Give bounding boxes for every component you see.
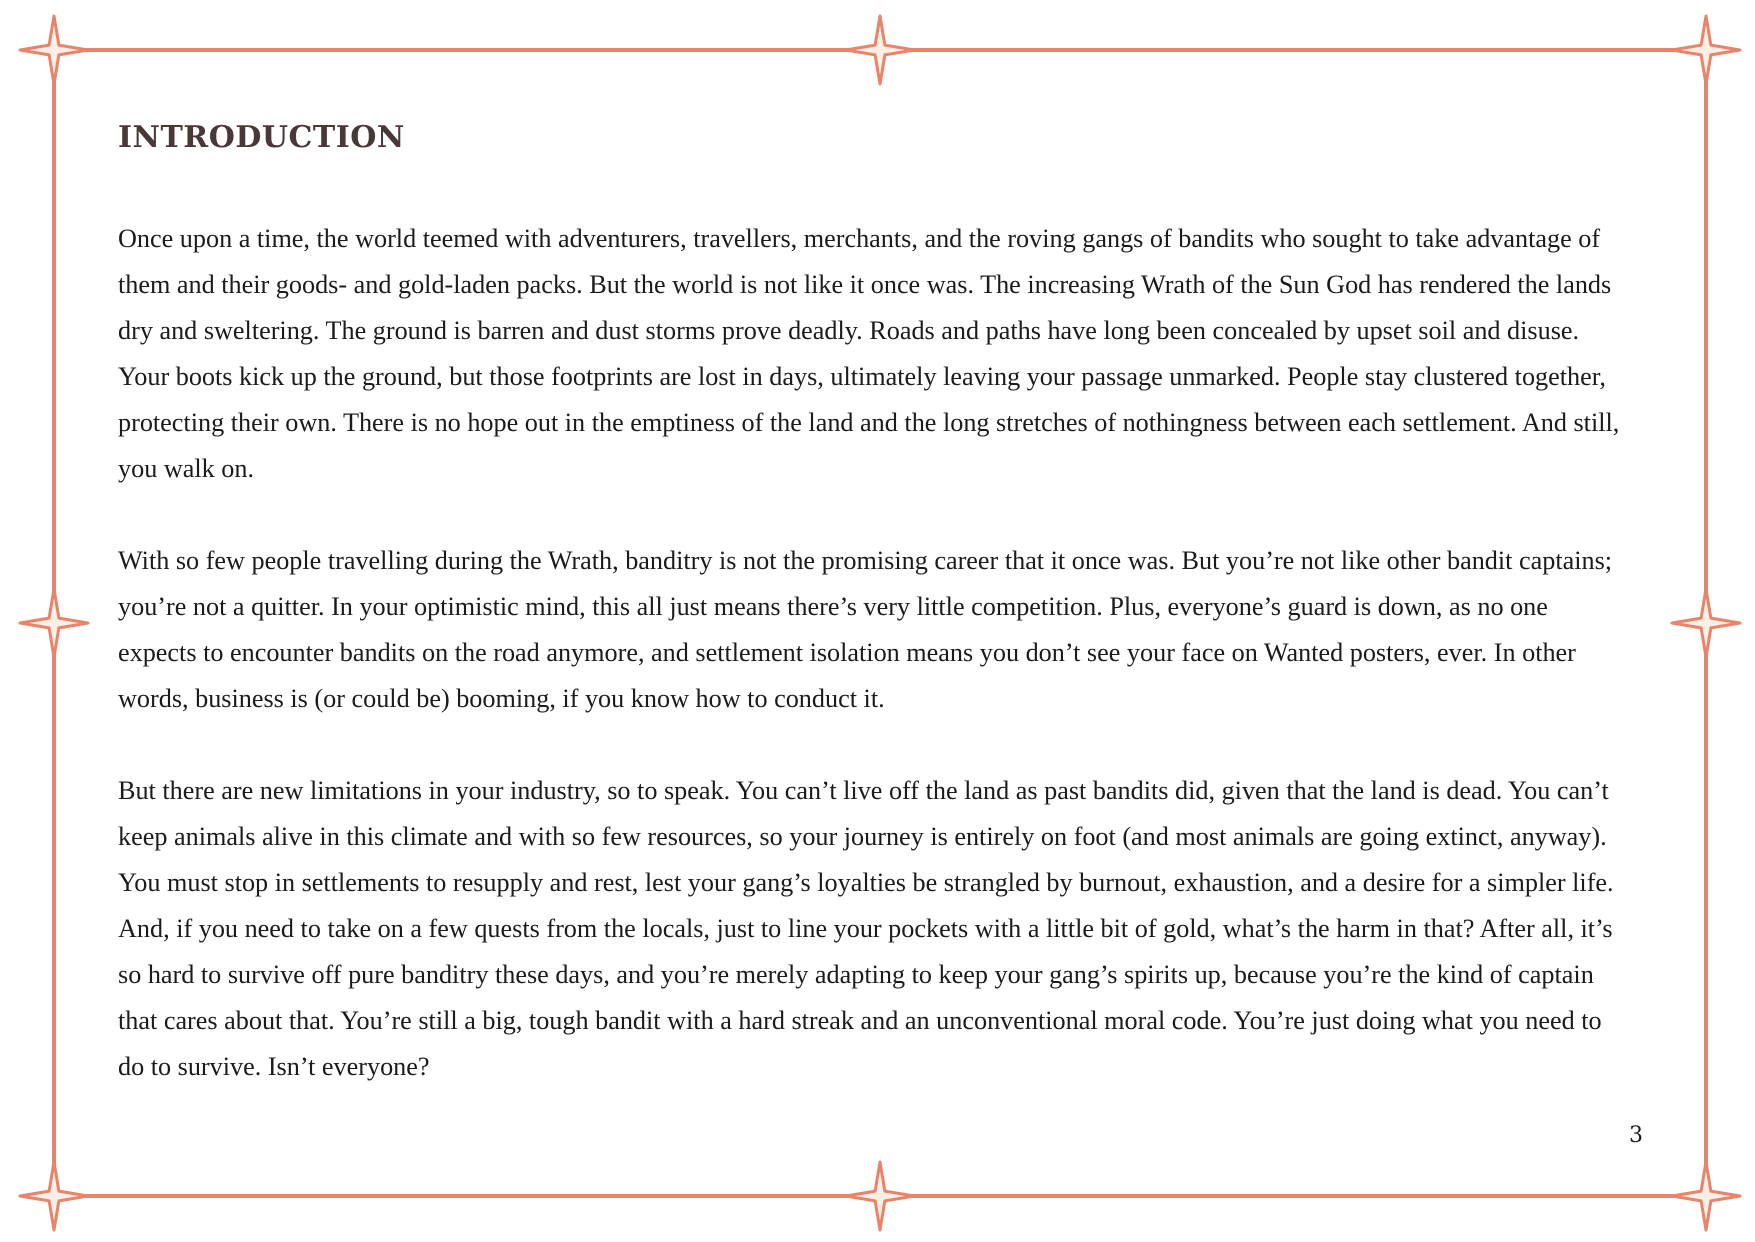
intro-paragraph-3: But there are new limitations in your industry, so to speak. You can’t live off the land as past bandits did, given that the land is dead. You can’t keep animals alive in this climate and with so few resources, so your journey is entirely on foot (and most animals are going extinct, anyway). You must stop in settlements to resupply and rest, lest your gang’s loyalties be strangled by burnout, exhaustion, and a desire for a simpler life. And, if you need to take on a few quests from the locals, just to line your pockets with a little bit of gold, what’s the harm in that? After all, it’s so hard to survive off pure banditry these days, and you’re merely adapting to keep your gang’s spirits up, because you’re the kind of captain that cares about that. You’re still a big, tough bandit with a hard streak and an unconventional moral code. You’re just doing what you need to do to survive. Isn’t everyone? <box>118 776 1614 1081</box>
four-point-star-icon <box>20 16 88 84</box>
four-point-star-icon <box>846 1162 914 1230</box>
main-content <box>118 118 1630 1136</box>
four-point-star-icon <box>20 1162 88 1230</box>
four-point-star-icon <box>1672 1162 1740 1230</box>
section-heading: INTRODUCTION <box>118 120 405 155</box>
four-point-star-icon <box>20 589 88 657</box>
four-point-star-icon <box>1672 16 1740 84</box>
four-point-star-icon <box>1672 589 1740 657</box>
intro-paragraph-2: With so few people travelling during the Wrath, banditry is not the promising career that it once was. But you’re not like other bandit captains; you’re not a quitter. In your optimistic mind, this all just means there’s very little competition. Plus, everyone’s guard is down, as no one expects to encounter bandits on the road anymore, and settlement isolation means you don’t see your face on Wanted posters, ever. In other words, business is (or could be) booming, if you know how to conduct it. <box>118 546 1613 713</box>
page-number: 3 <box>1629 1123 1643 1148</box>
intro-paragraph-1: Once upon a time, the world teemed with adventurers, travellers, merchants, and the roving gangs of bandits who sought to take advantage of them and their goods- and gold-laden packs. But the world is not like it once was. The increasing Wrath of the Sun God has rendered the lands dry and sweltering. The ground is barren and dust storms prove deadly. Roads and paths have long been concealed by upset soil and disuse. Your boots kick up the ground, but those footprints are lost in days, ultimately leaving your passage unmarked. People stay clustered together, protecting their own. There is no hope out in the emptiness of the land and the long stretches of nothingness between each settlement. And still, you walk on. <box>118 224 1620 483</box>
four-point-star-icon <box>846 16 914 84</box>
